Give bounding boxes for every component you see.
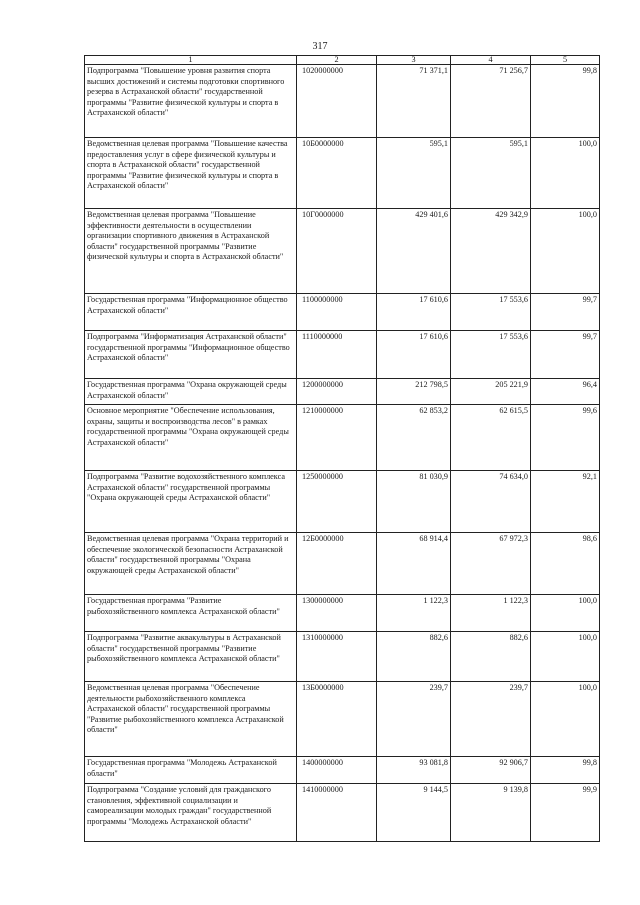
row-percent-cell: 96,4 bbox=[531, 379, 600, 405]
table-row bbox=[85, 331, 600, 379]
row-percent-cell: 99,7 bbox=[531, 294, 600, 331]
row-code-cell: 10Б0000000 bbox=[297, 138, 377, 209]
row-code-cell: 1210000000 bbox=[297, 405, 377, 471]
row-name-cell: Основное мероприятие "Обеспечение использования, охраны, защиты и воспроизводства лесов" в рамках государственной программы "Охрана окружающей среды Астраханской области" bbox=[85, 405, 297, 471]
row-planned-cell: 17 610,6 bbox=[377, 294, 451, 331]
row-code-cell: 13Б0000000 bbox=[297, 682, 377, 757]
table-row bbox=[85, 757, 600, 784]
table-row bbox=[85, 533, 600, 595]
row-planned-cell: 62 853,2 bbox=[377, 405, 451, 471]
column-header-1: 1 bbox=[85, 56, 297, 65]
row-percent-cell: 100,0 bbox=[531, 138, 600, 209]
row-planned-cell: 81 030,9 bbox=[377, 471, 451, 533]
table-row bbox=[85, 595, 600, 632]
row-percent-cell: 100,0 bbox=[531, 632, 600, 682]
row-planned-cell: 93 081,8 bbox=[377, 757, 451, 784]
row-planned-cell: 1 122,3 bbox=[377, 595, 451, 632]
row-code-cell: 1110000000 bbox=[297, 331, 377, 379]
row-name-cell: Подпрограмма "Развитие аквакультуры в Астраханской области" государственной программы "Развитие рыбохозяйственного комплекса Астраханской области" bbox=[85, 632, 297, 682]
table-row bbox=[85, 784, 600, 842]
row-executed-cell: 595,1 bbox=[451, 138, 531, 209]
row-executed-cell: 17 553,6 bbox=[451, 331, 531, 379]
row-percent-cell: 99,9 bbox=[531, 784, 600, 842]
table-header-row bbox=[85, 56, 600, 65]
table-row bbox=[85, 209, 600, 294]
table-row bbox=[85, 379, 600, 405]
row-code-cell: 1020000000 bbox=[297, 65, 377, 138]
row-name-cell: Подпрограмма "Информатизация Астраханской области" государственной программы "Информационное общество Астраханской области" bbox=[85, 331, 297, 379]
row-name-cell: Подпрограмма "Развитие водохозяйственного комплекса Астраханской области" государственной программы "Охрана окружающей среды Астраханской области" bbox=[85, 471, 297, 533]
table-row bbox=[85, 632, 600, 682]
table-row bbox=[85, 294, 600, 331]
row-name-cell: Ведомственная целевая программа "Повышение качества предоставления услуг в сфере физической культуры и спорта в Астраханской области" государственной программы "Развитие физической культуры и спорта в Астраханской области" bbox=[85, 138, 297, 209]
row-code-cell: 1310000000 bbox=[297, 632, 377, 682]
table-row bbox=[85, 65, 600, 138]
row-planned-cell: 595,1 bbox=[377, 138, 451, 209]
row-executed-cell: 205 221,9 bbox=[451, 379, 531, 405]
row-executed-cell: 1 122,3 bbox=[451, 595, 531, 632]
table-row bbox=[85, 682, 600, 757]
row-planned-cell: 17 610,6 bbox=[377, 331, 451, 379]
budget-execution-table bbox=[84, 55, 600, 842]
row-percent-cell: 100,0 bbox=[531, 595, 600, 632]
row-name-cell: Ведомственная целевая программа "Охрана территорий и обеспечение экологической безопасности Астраханской области" государственной программы "Охрана окружающей среды Астраханской области" bbox=[85, 533, 297, 595]
row-name-cell: Государственная программа "Развитие рыбохозяйственного комплекса Астраханской области" bbox=[85, 595, 297, 632]
row-executed-cell: 9 139,8 bbox=[451, 784, 531, 842]
row-planned-cell: 71 371,1 bbox=[377, 65, 451, 138]
row-code-cell: 1300000000 bbox=[297, 595, 377, 632]
row-percent-cell: 99,7 bbox=[531, 331, 600, 379]
row-name-cell: Государственная программа "Информационное общество Астраханской области" bbox=[85, 294, 297, 331]
row-name-cell: Ведомственная целевая программа "Повышение эффективности деятельности в осуществлении организации спортивного движения в Астраханской области" государственной программы "Развитие физической культуры и спорта в Астраханской области" bbox=[85, 209, 297, 294]
row-code-cell: 1410000000 bbox=[297, 784, 377, 842]
row-percent-cell: 99,8 bbox=[531, 65, 600, 138]
row-executed-cell: 74 634,0 bbox=[451, 471, 531, 533]
table-row bbox=[85, 405, 600, 471]
column-header-5: 5 bbox=[531, 56, 600, 65]
row-executed-cell: 62 615,5 bbox=[451, 405, 531, 471]
row-executed-cell: 71 256,7 bbox=[451, 65, 531, 138]
row-code-cell: 12Б0000000 bbox=[297, 533, 377, 595]
row-executed-cell: 17 553,6 bbox=[451, 294, 531, 331]
row-planned-cell: 239,7 bbox=[377, 682, 451, 757]
row-code-cell: 1100000000 bbox=[297, 294, 377, 331]
row-code-cell: 1200000000 bbox=[297, 379, 377, 405]
table-row bbox=[85, 138, 600, 209]
row-percent-cell: 100,0 bbox=[531, 682, 600, 757]
row-name-cell: Ведомственная целевая программа "Обеспечение деятельности рыбохозяйственного комплекса Астраханской области" государственной программы "Развитие рыбохозяйственного комплекса Астраханской области" bbox=[85, 682, 297, 757]
row-name-cell: Государственная программа "Молодежь Астраханской области" bbox=[85, 757, 297, 784]
row-planned-cell: 429 401,6 bbox=[377, 209, 451, 294]
row-executed-cell: 429 342,9 bbox=[451, 209, 531, 294]
row-percent-cell: 99,8 bbox=[531, 757, 600, 784]
row-code-cell: 10Г0000000 bbox=[297, 209, 377, 294]
row-executed-cell: 239,7 bbox=[451, 682, 531, 757]
row-percent-cell: 100,0 bbox=[531, 209, 600, 294]
row-planned-cell: 9 144,5 bbox=[377, 784, 451, 842]
column-header-3: 3 bbox=[377, 56, 451, 65]
row-executed-cell: 882,6 bbox=[451, 632, 531, 682]
column-header-4: 4 bbox=[451, 56, 531, 65]
row-name-cell: Государственная программа "Охрана окружающей среды Астраханской области" bbox=[85, 379, 297, 405]
row-code-cell: 1400000000 bbox=[297, 757, 377, 784]
row-planned-cell: 882,6 bbox=[377, 632, 451, 682]
row-executed-cell: 92 906,7 bbox=[451, 757, 531, 784]
row-planned-cell: 68 914,4 bbox=[377, 533, 451, 595]
row-code-cell: 1250000000 bbox=[297, 471, 377, 533]
row-percent-cell: 92,1 bbox=[531, 471, 600, 533]
column-header-2: 2 bbox=[297, 56, 377, 65]
row-percent-cell: 98,6 bbox=[531, 533, 600, 595]
table-row bbox=[85, 471, 600, 533]
row-percent-cell: 99,6 bbox=[531, 405, 600, 471]
row-planned-cell: 212 798,5 bbox=[377, 379, 451, 405]
row-name-cell: Подпрограмма "Повышение уровня развития спорта высших достижений и системы подготовки спортивного резерва в Астраханской области" государственной программы "Развитие физической культуры и спорта в Астраханской области" bbox=[85, 65, 297, 138]
row-executed-cell: 67 972,3 bbox=[451, 533, 531, 595]
page-number: 317 bbox=[312, 41, 328, 52]
row-name-cell: Подпрограмма "Создание условий для гражданского становления, эффективной социализации и самореализации молодых граждан" государственной программы "Молодежь Астраханской области" bbox=[85, 784, 297, 842]
